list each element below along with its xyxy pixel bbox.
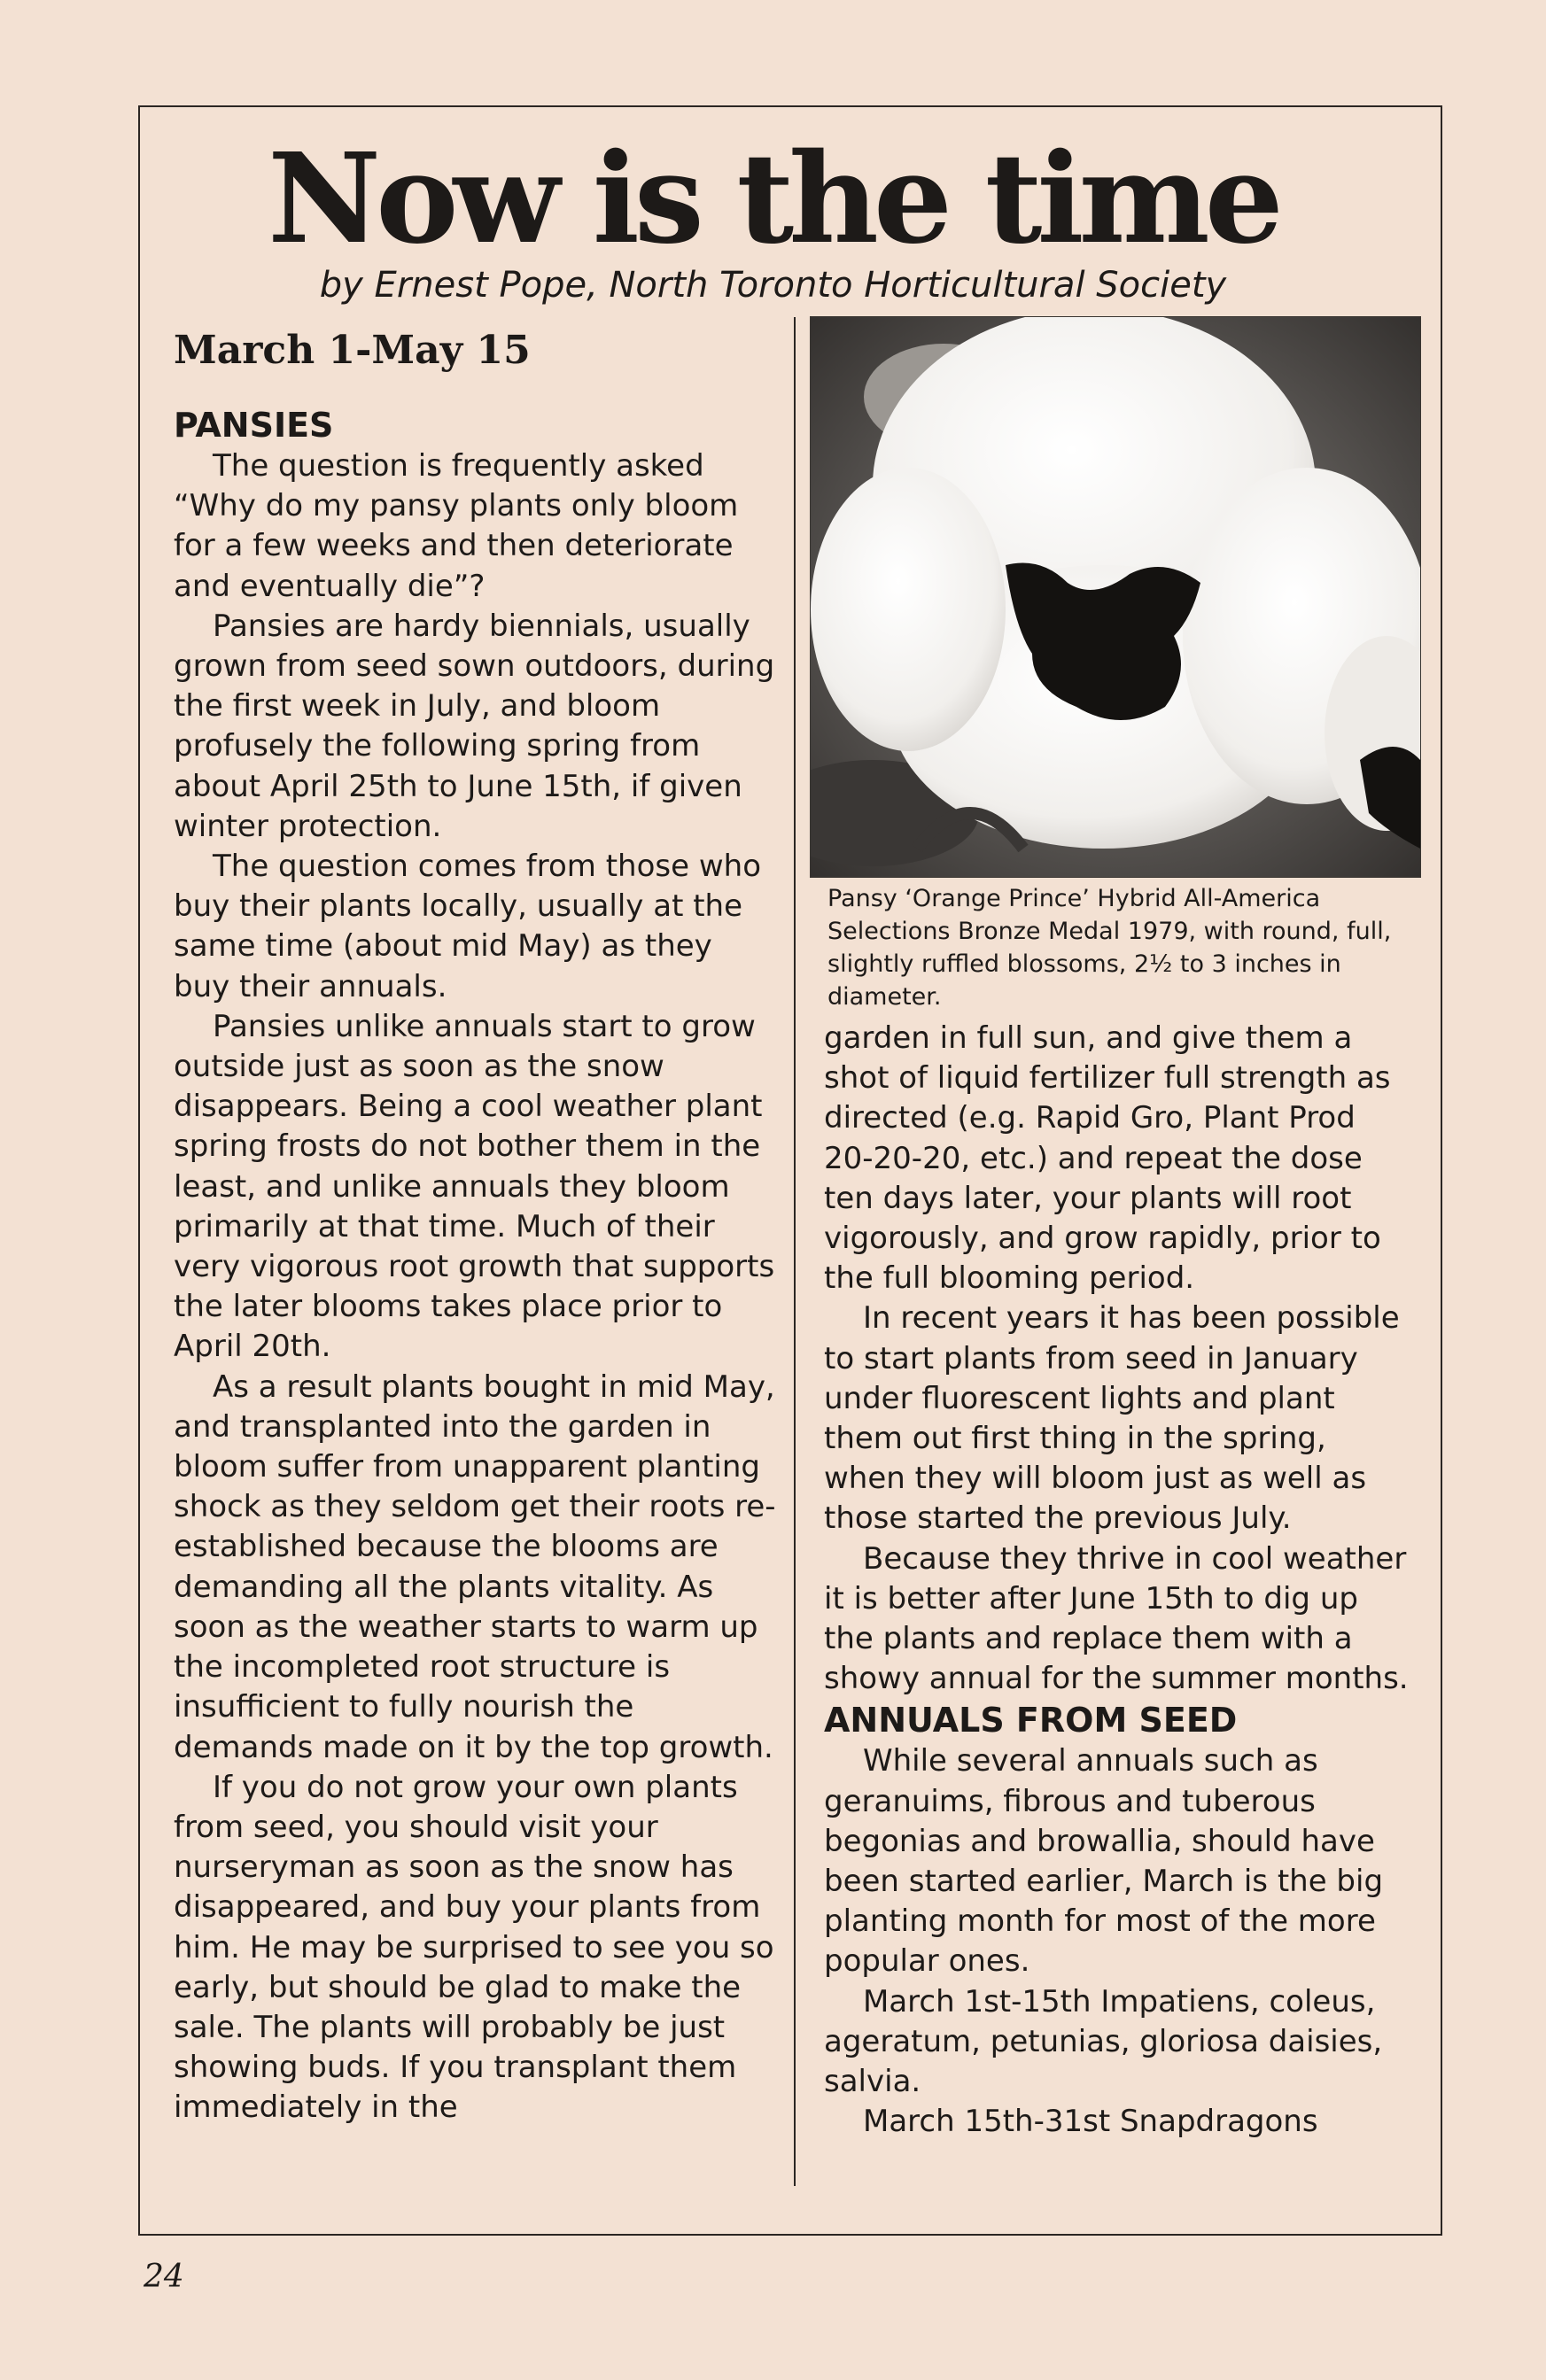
column-divider [794, 317, 796, 2186]
paragraph: If you do not grow your own plants from seed, you should visit your nurseryman as soon as the snow has disappeared, and buy your plants from him. He may be surprised to see you so early, but should be glad to make the sale. The plants will probably be just showing buds. If you transplant them immediately in the [174, 1769, 774, 2126]
section-heading-annuals: ANNUALS FROM SEED [824, 1701, 1238, 1740]
paragraph: The question comes from those who buy their plants locally, usually at the same time (about mid May) as they buy their annuals. [174, 849, 762, 1004]
page-number: 24 [144, 2259, 184, 2295]
pansy-image [811, 317, 1420, 877]
dateline: March 1-May 15 [174, 328, 531, 373]
paragraph-continuation: garden in full sun, and give them a shot of liquid fertilizer full strength as directed (e.g. Rapid Gro, Plant Prod 20-20-20, etc.) and repeat the dose ten days later, your plants will root vigorously, and grow rapidly, prior to the full blooming period. [824, 1020, 1391, 1297]
section-heading-pansies: PANSIES [174, 406, 334, 445]
paragraph: As a result plants bought in mid May, and transplanted into the garden in bloom suffer from unapparent planting shock as they seldom get their roots re-established because the blooms are demanding all the plants vitality. As soon as the weather starts to warm up the incompleted root structure is insufficient to fully nourish the demands made on it by the top growth. [174, 1368, 776, 1765]
paragraph: Pansies are hardy biennials, usually grown from seed sown outdoors, during the first week in July, and bloom profusely the following spring from about April 25th to June 15th, if given winter protection. [174, 608, 775, 844]
left-column [174, 404, 776, 2128]
pansy-photo [810, 316, 1421, 878]
byline: by Ernest Pope, North Toronto Horticultural Society [319, 265, 1227, 306]
paragraph: Because they thrive in cool weather it is better after June 15th to dig up the plants and replace them with a showy annual for the summer months. [824, 1540, 1409, 1697]
right-column [824, 1019, 1413, 2142]
headline: Now is the time [268, 127, 1278, 272]
paragraph: Pansies unlike annuals start to grow outside just as soon as the snow disappears. Being a cool weather plant spring frosts do not bother them in the least, and unlike annuals they bloom primarily at that time. Much of their very vigorous root growth that supports the later blooms takes place prior to April 20th. [174, 1008, 775, 1365]
paragraph: March 15th-31st Snapdragons [863, 2104, 1318, 2140]
paragraph: The question is frequently asked “Why do my pansy plants only bloom for a few weeks and then deteriorate and eventually die”? [174, 448, 739, 604]
paragraph: While several annuals such as geranuims, fibrous and tuberous begonias and browallia, should have been started earlier, March is the big planting month for most of the more popular ones. [824, 1743, 1384, 1980]
paragraph: In recent years it has been possible to start plants from seed in January under fluorescent lights and plant them out first thing in the spring, when they will bloom just as well as those started the previous July. [824, 1300, 1400, 1537]
photo-caption: Pansy ‘Orange Prince’ Hybrid All-America Selections Bronze Medal 1979, with round, full, slightly ruffled blossoms, 2½ to 3 inches in diameter. [827, 885, 1392, 1011]
paragraph: March 1st-15th Impatiens, coleus, ageratum, petunias, gloriosa daisies, salvia. [824, 1983, 1383, 2100]
